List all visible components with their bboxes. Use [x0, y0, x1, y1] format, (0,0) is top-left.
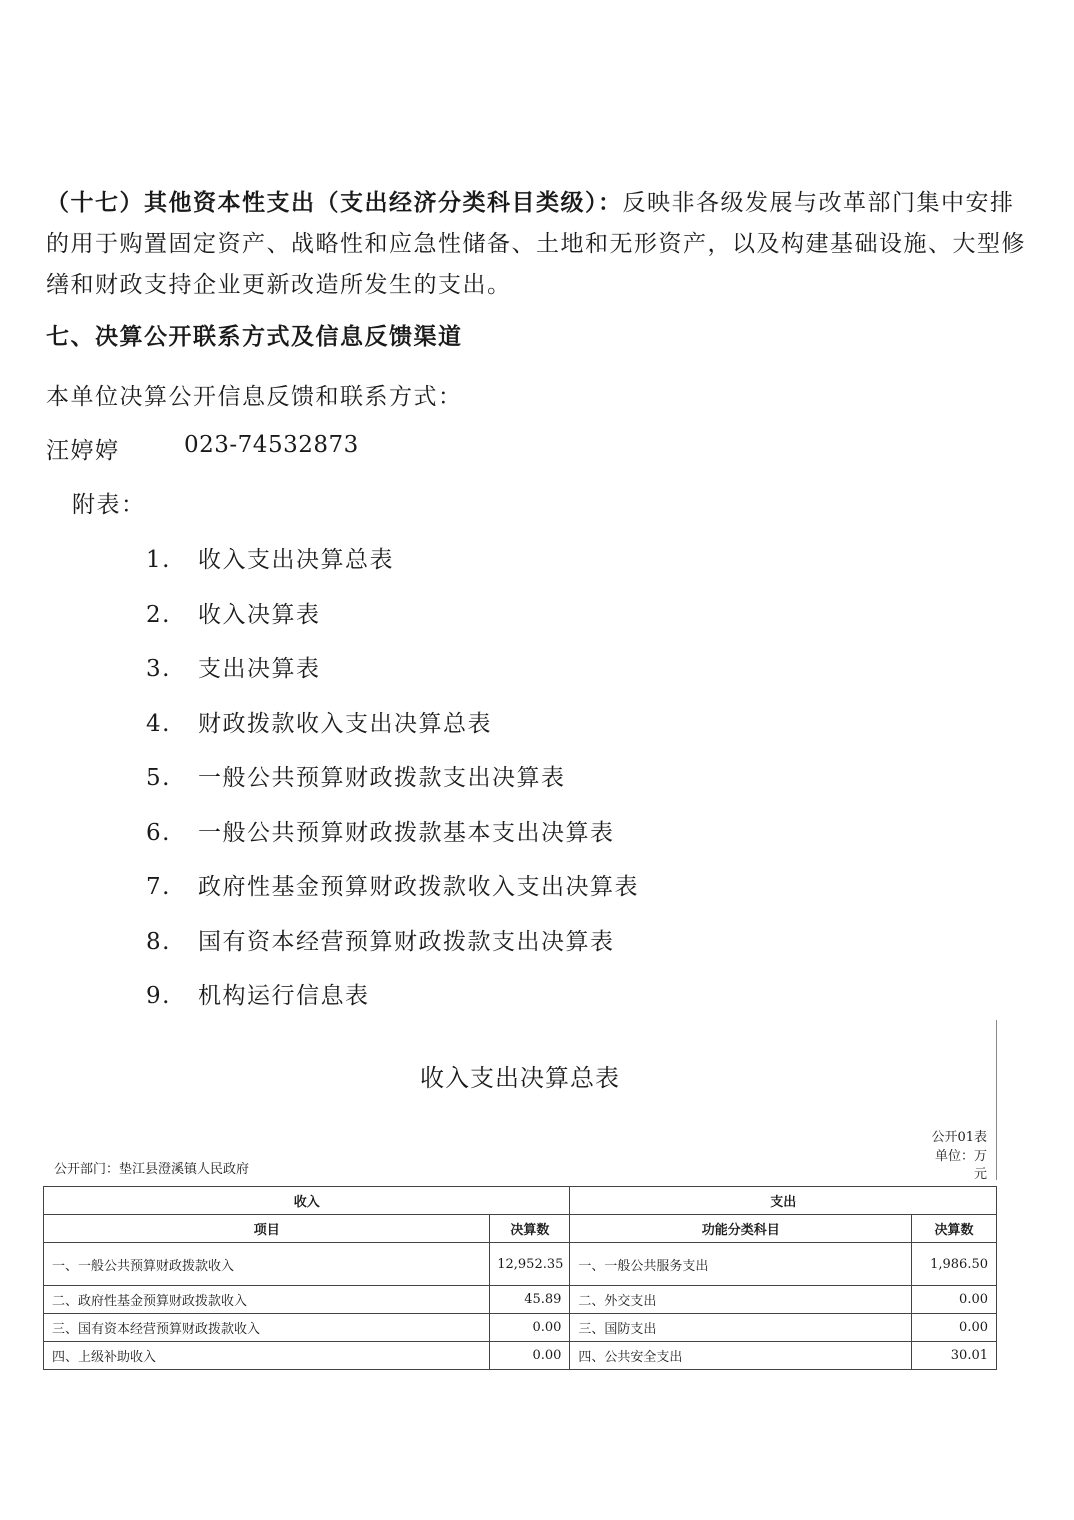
attachment-item	[146, 868, 639, 901]
table-row	[44, 1286, 997, 1314]
section-7-title: 七、决算公开联系方式及信息反馈渠道	[46, 323, 463, 350]
expense-amount: 0.00	[912, 1314, 997, 1342]
income-amount: 12,952.35	[490, 1243, 570, 1286]
attachment-item	[146, 759, 566, 792]
attachment-label: 政府性基金预算财政拨款收入支出决算表	[198, 874, 639, 900]
expense-item: 二、外交支出	[570, 1286, 912, 1314]
section-17-heading: （十七）其他资本性支出（支出经济分类科目类级）：	[46, 189, 623, 216]
table-row	[44, 1342, 997, 1370]
attachment-label: 收入支出决算总表	[198, 547, 394, 573]
attachment-item	[146, 596, 321, 629]
contact-intro: 本单位决算公开信息反馈和联系方式：	[46, 384, 463, 410]
expense-item: 三、国防支出	[570, 1314, 912, 1342]
expense-amount: 0.00	[912, 1286, 997, 1314]
table-group-header-row	[44, 1187, 997, 1215]
attachment-num: 5.	[146, 765, 171, 791]
table-row	[44, 1243, 997, 1286]
attachment-label: 支出决算表	[198, 656, 321, 682]
col-amount2-header: 决算数	[912, 1215, 997, 1243]
attachment-label: 一般公共预算财政拨款基本支出决算表	[198, 820, 615, 846]
income-item: 一、一般公共预算财政拨款收入	[44, 1243, 490, 1286]
page-divider-line	[996, 1020, 997, 1180]
attachment-item	[146, 977, 370, 1010]
budget-summary-table	[43, 1186, 997, 1370]
income-amount: 45.89	[490, 1286, 570, 1314]
expense-header: 支出	[570, 1187, 997, 1215]
attachments-title: 附表：	[72, 492, 146, 518]
attachment-num: 1.	[146, 547, 171, 573]
col-item-header: 项目	[44, 1215, 490, 1243]
attachment-label: 一般公共预算财政拨款支出决算表	[198, 765, 566, 791]
attachment-label: 财政拨款收入支出决算总表	[198, 711, 492, 737]
col-amount-header: 决算数	[490, 1215, 570, 1243]
department-label: 公开部门：垫江县澄溪镇人民政府	[54, 1162, 250, 1177]
unit-label: 单位：万元	[934, 1149, 987, 1182]
attachment-item	[146, 814, 615, 847]
attachment-label: 收入决算表	[198, 602, 321, 628]
table-column-header-row	[44, 1215, 997, 1243]
expense-amount: 30.01	[912, 1342, 997, 1370]
attachment-num: 3.	[146, 656, 171, 682]
attachment-item	[146, 923, 615, 956]
attachment-item	[146, 705, 492, 738]
income-item: 三、国有资本经营预算财政拨款收入	[44, 1314, 490, 1342]
attachment-item	[146, 650, 321, 683]
attachment-label: 国有资本经营预算财政拨款支出决算表	[198, 929, 615, 955]
attachment-item	[146, 541, 394, 574]
col-func-header: 功能分类科目	[570, 1215, 912, 1243]
attachment-num: 8.	[146, 929, 171, 955]
attachment-num: 7.	[146, 874, 171, 900]
section-17-body: 反映非各级发展与改革部门集中安排的用于购置固定资产、战略性和应急性储备、土地和无形资产，以及构建基础设施、大型修缮和财政支持企业更新改造所发生的支出。	[46, 190, 1026, 298]
attachment-num: 2.	[146, 602, 171, 628]
table-row	[44, 1314, 997, 1342]
income-item: 四、上级补助收入	[44, 1342, 490, 1370]
attachment-label: 机构运行信息表	[198, 983, 370, 1009]
expense-item: 一、一般公共服务支出	[570, 1243, 912, 1286]
attachment-num: 4.	[146, 711, 171, 737]
income-header: 收入	[44, 1187, 570, 1215]
income-amount: 0.00	[490, 1314, 570, 1342]
income-amount: 0.00	[490, 1342, 570, 1370]
expense-item: 四、公共安全支出	[570, 1342, 912, 1370]
attachment-num: 9.	[146, 983, 171, 1009]
section-17-paragraph	[46, 182, 1036, 306]
contact-phone: 023-74532873	[184, 432, 359, 458]
expense-amount: 1,986.50	[912, 1243, 997, 1286]
table-title: 收入支出决算总表	[420, 1064, 620, 1092]
income-item: 二、政府性基金预算财政拨款收入	[44, 1286, 490, 1314]
attachment-num: 6.	[146, 820, 171, 846]
contact-name: 汪婷婷	[46, 438, 120, 464]
form-number: 公开01表	[931, 1130, 987, 1145]
